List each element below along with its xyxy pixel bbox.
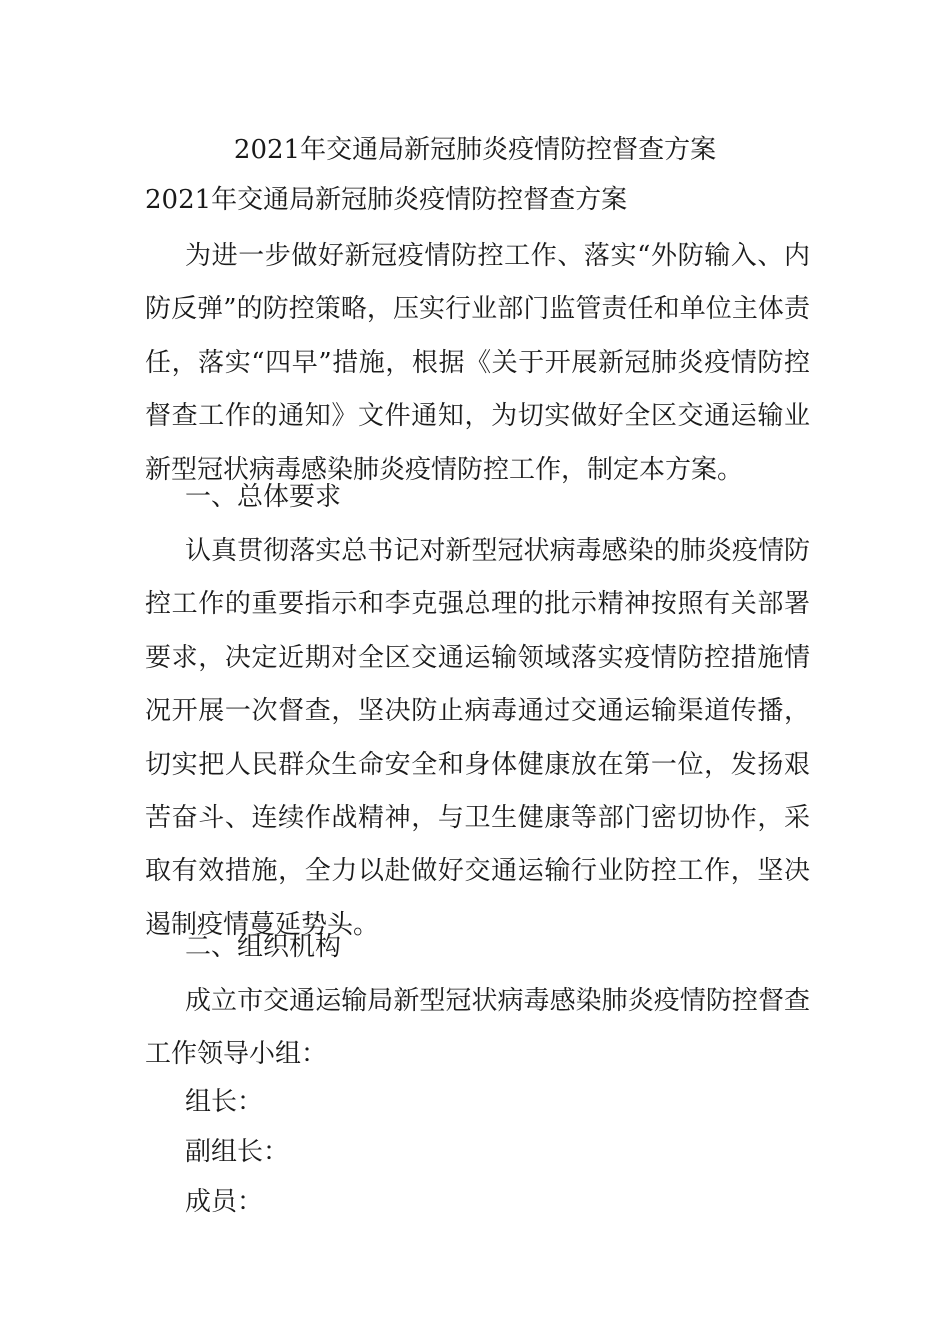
role-members: 成员： bbox=[185, 1187, 264, 1217]
intro-paragraph: 为进一步做好新冠疫情防控工作、落实“外防输入、内防反弹”的防控策略，压实行业部门监管责任和单位主体责任，落实“四早”措施，根据《关于开展新冠肺炎疫情防控督查工作的通知》文件通知，为切实做好全区交通运输业新型冠状病毒感染肺炎疫情防控工作，制定本方案。 bbox=[145, 241, 810, 485]
general-requirements-paragraph: 认真贯彻落实总书记对新型冠状病毒感染的肺炎疫情防控工作的重要指示和李克强总理的批示精神按照有关部署要求，决定近期对全区交通运输领域落实疫情防控措施情况开展一次督查，坚决防止病毒通过交通运输渠道传播，切实把人民群众生命安全和身体健康放在第一位，发扬艰苦奋斗、连续作战精神，与卫生健康等部门密切协作，采取有效措施，全力以赴做好交通运输行业防控工作，坚决遏制疫情蔓延势头。 bbox=[145, 536, 810, 940]
section-heading-organization: 二、组织机构 bbox=[185, 932, 342, 962]
section-heading-general-requirements: 一、总体要求 bbox=[185, 482, 342, 512]
organization-paragraph: 成立市交通运输局新型冠状病毒感染肺炎疫情防控督查工作领导小组： bbox=[145, 986, 810, 1070]
document-title: 2021年交通局新冠肺炎疫情防控督查方案 bbox=[233, 135, 717, 165]
document-subtitle: 2021年交通局新冠肺炎疫情防控督查方案 bbox=[145, 185, 628, 215]
role-deputy-leader: 副组长： bbox=[185, 1137, 290, 1167]
role-leader: 组长： bbox=[185, 1087, 264, 1117]
